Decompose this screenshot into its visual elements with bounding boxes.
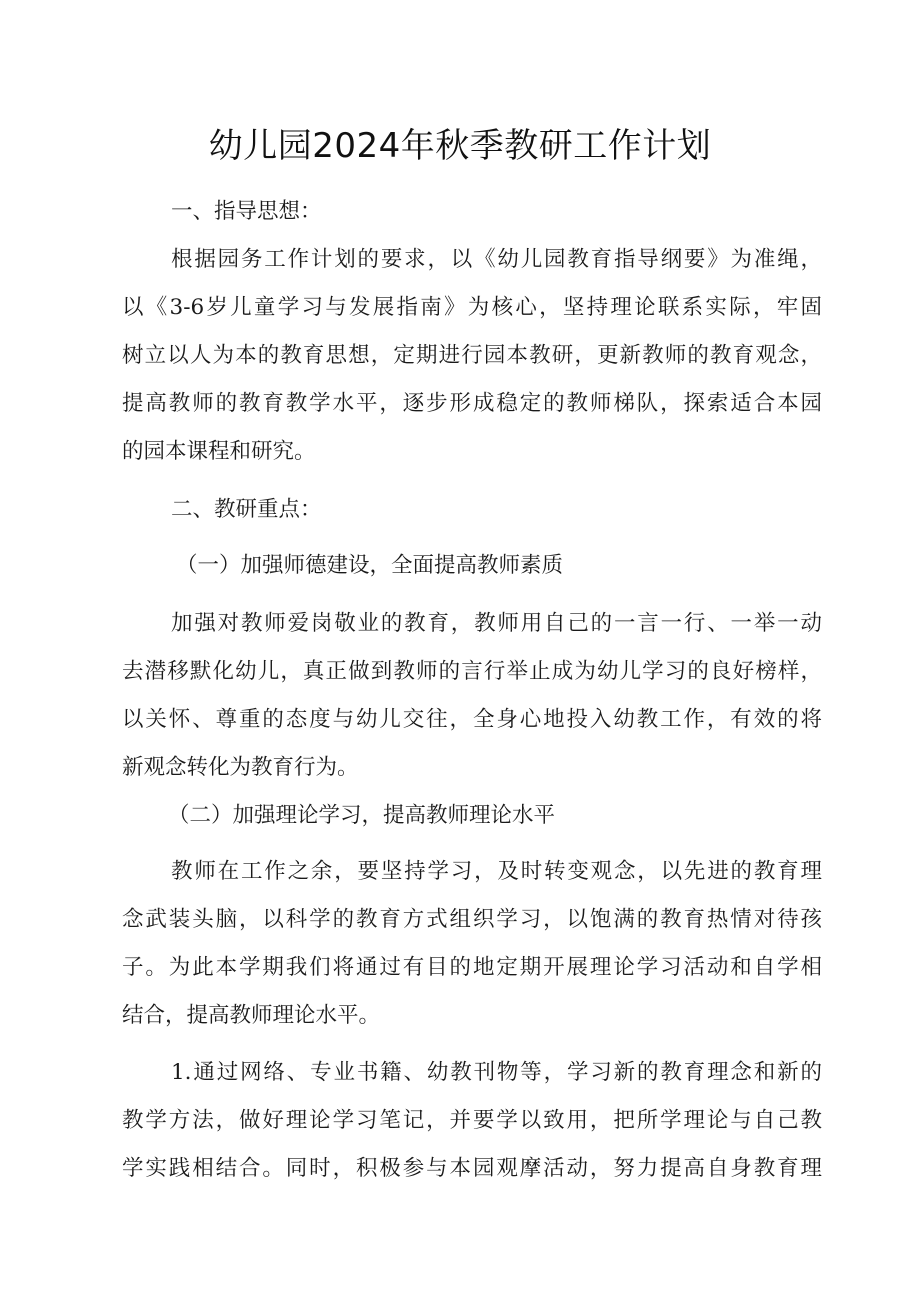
list-item-line: 学实践相结合。同时，积极参与本园观摩活动，努力提高自身教育理 [122,1156,822,1181]
paragraph-line: 结合，提高教师理论水平。 [122,1003,381,1028]
paragraph-line: 新观念转化为教育行为。 [122,755,359,780]
list-item-line: 教学方法，做好理论学习笔记，并要学以致用，把所学理论与自己教 [122,1108,822,1133]
paragraph-line: 的园本课程和研究。 [122,439,316,464]
paragraph-line: 加强对教师爱岗敬业的教育，教师用自己的一言一行、一举一动 [171,611,822,636]
paragraph-line: 提高教师的教育教学水平，逐步形成稳定的教师梯队，探索适合本园 [122,391,822,416]
section-heading-research-focus: 二、教研重点： [171,497,322,522]
paragraph-line: 去潜移默化幼儿，真正做到教师的言行举止成为幼儿学习的良好榜样， [122,659,822,684]
paragraph-line: 子。为此本学期我们将通过有目的地定期开展理论学习活动和自学相 [122,955,822,980]
paragraph-line: 以关怀、尊重的态度与幼儿交往，全身心地投入幼教工作，有效的将 [122,707,822,732]
paragraph-line: 教师在工作之余，要坚持学习，及时转变观念，以先进的教育理 [171,859,822,884]
paragraph-line: 树立以人为本的教育思想，定期进行园本教研，更新教师的教育观念， [122,343,822,368]
section-heading-guiding-ideology: 一、指导思想： [171,199,322,224]
paragraph-line: 根据园务工作计划的要求，以《幼儿园教育指导纲要》为准绳， [171,247,822,272]
subsection-heading-ethics: （一）加强师德建设，全面提高教师素质 [176,553,564,578]
list-item-line: 1.通过网络、专业书籍、幼教刊物等，学习新的教育理念和新的 [171,1060,822,1085]
paragraph-line: 念武装头脑，以科学的教育方式组织学习，以饱满的教育热情对待孩 [122,907,822,932]
subsection-heading-theory: （二）加强理论学习，提高教师理论水平 [168,803,556,828]
paragraph-line: 以《3-6岁儿童学习与发展指南》为核心，坚持理论联系实际，牢固 [122,295,822,320]
document-title: 幼儿园2024年秋季教研工作计划 [208,126,712,166]
